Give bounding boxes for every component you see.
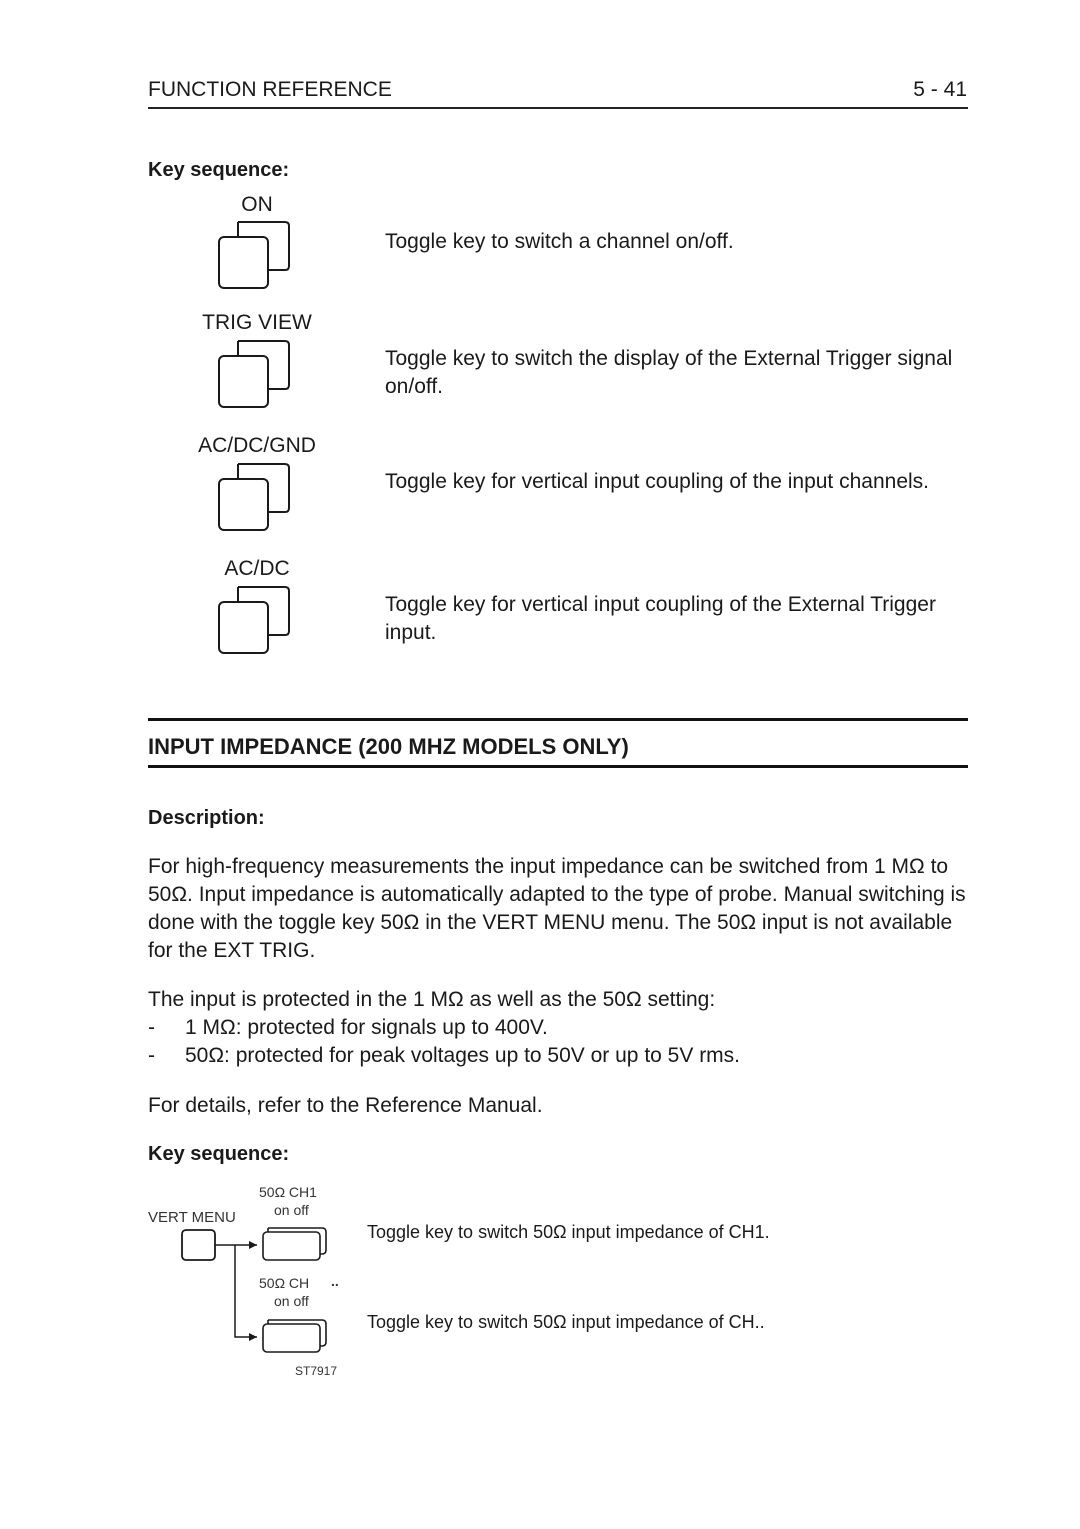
- header-rule: [148, 107, 968, 109]
- running-header-section: FUNCTION REFERENCE: [148, 78, 392, 101]
- toggle-50ohm-ch-key[interactable]: [262, 1312, 328, 1354]
- key-label-trig-view: TRIG VIEW: [202, 311, 312, 334]
- key-desc-ac-dc: Toggle key for vertical input coupling of the External Trigger input.: [385, 593, 936, 644]
- protection-intro: The input is protected in the 1 MΩ as well as the 50Ω setting:: [148, 988, 716, 1011]
- description-heading: Description:: [148, 807, 265, 829]
- key-sequence-heading: Key sequence:: [148, 1143, 290, 1165]
- key-label-ac-dc-gnd: AC/DC/GND: [198, 434, 316, 457]
- vert-menu-label: VERT MENU: [148, 1209, 236, 1226]
- vert-menu-key-icon: [182, 1230, 215, 1260]
- key-label-ac-dc: AC/DC: [224, 557, 290, 580]
- key2-top-label: 50Ω CH: [259, 1275, 310, 1291]
- bullet-item: 50Ω: protected for peak voltages up to 50V or up to 5V rms.: [185, 1044, 741, 1067]
- key2-on-off-label: on off: [274, 1293, 309, 1309]
- description-paragraph: For high-frequency measurements the input impedance can be switched from 1 MΩ to 50Ω. Input impedance is automatically adapted to the type of probe. Manual switching is done with the toggle key 50Ω in the VERT MENU menu. The 50Ω input is not available for the EXT TRIG.: [148, 855, 966, 962]
- toggle-key-icon[interactable]: [216, 337, 292, 411]
- key-sequence-heading: Key sequence:: [148, 159, 290, 181]
- key1-on-off-label: on off: [274, 1202, 309, 1218]
- key2-dots: ..: [331, 1273, 339, 1289]
- toggle-key-icon[interactable]: [216, 460, 292, 534]
- section-rule-top: [148, 718, 968, 721]
- bullet-dash: -: [148, 1044, 155, 1067]
- section-rule-bottom: [148, 765, 968, 768]
- reference-note: For details, refer to the Reference Manual.: [148, 1094, 543, 1117]
- key1-description: Toggle key to switch 50Ω input impedance of CH1.: [367, 1222, 770, 1242]
- figure-id: ST7917: [295, 1364, 338, 1378]
- toggle-50ohm-ch1-key[interactable]: [262, 1220, 328, 1262]
- key-desc-ac-dc-gnd: Toggle key for vertical input coupling of the input channels.: [385, 470, 930, 493]
- key-desc-on: Toggle key to switch a channel on/off.: [385, 230, 734, 253]
- key-desc-trig-view: Toggle key to switch the display of the External Trigger signal on/off.: [385, 347, 953, 398]
- key1-top-label: 50Ω CH1: [259, 1184, 317, 1200]
- toggle-key-icon[interactable]: [216, 583, 292, 657]
- key2-description: Toggle key to switch 50Ω input impedance of CH..: [367, 1312, 765, 1332]
- bullet-item: 1 MΩ: protected for signals up to 400V.: [185, 1016, 548, 1039]
- key-label-on: ON: [241, 193, 273, 216]
- bullet-dash: -: [148, 1016, 155, 1039]
- section-title: INPUT IMPEDANCE (200 MHZ MODELS ONLY): [148, 734, 629, 759]
- toggle-key-icon[interactable]: [216, 218, 292, 292]
- page-number: 5 - 41: [913, 78, 967, 101]
